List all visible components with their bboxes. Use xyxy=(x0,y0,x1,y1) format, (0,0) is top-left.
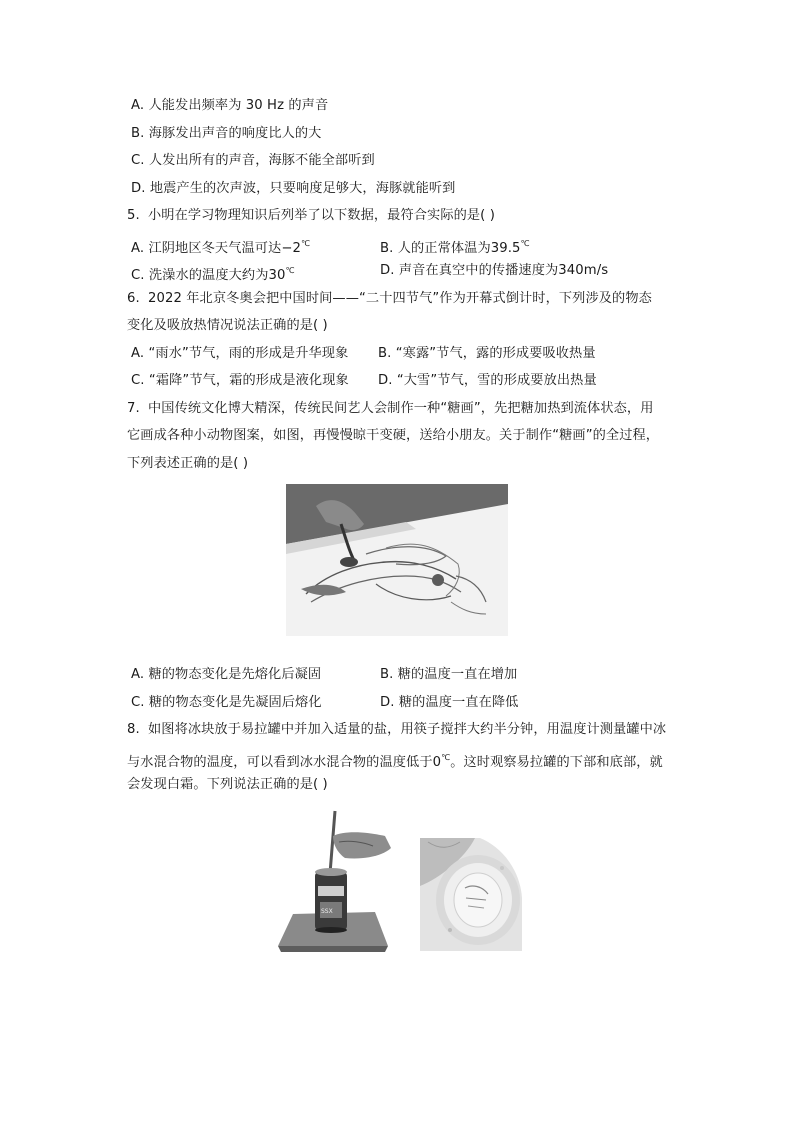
q8-stem-line3: 会发现白霜。下列说法正确的是( ) xyxy=(127,777,328,792)
q7-stem-line3: 下列表述正确的是( ) xyxy=(127,456,249,471)
q6-option-c: C. “霜降”节气，霜的形成是液化现象 xyxy=(131,373,349,388)
q7-number: 7. xyxy=(127,401,140,416)
q5-option-c: C. 洗澡水的温度大约为30℃ xyxy=(131,266,295,283)
q6-option-a: A. “雨水”节气，雨的形成是升华现象 xyxy=(131,346,349,361)
q6-option-b: B. “寒露”节气，露的形成要吸收热量 xyxy=(378,346,596,361)
q4-option-c: C. 人发出所有的声音，海豚不能全部听到 xyxy=(131,153,375,168)
q4-option-b: B. 海豚发出声音的响度比人的大 xyxy=(131,126,322,141)
q6-number: 6. xyxy=(127,291,140,306)
q5-option-a: A. 江阴地区冬天气温可达−2℃ xyxy=(131,239,311,256)
svg-text:SSX: SSX xyxy=(321,908,333,915)
q6-option-d: D. “大雪”节气，雪的形成要放出热量 xyxy=(378,373,597,388)
q8-stem-line1: 8. 如图将冰块放于易拉罐中并加入适量的盐，用筷子搅拌大约半分钟，用温度计测量罐中冰 xyxy=(127,722,667,737)
q5-number: 5. xyxy=(127,208,140,223)
frosted-can-bottom-illustration xyxy=(420,838,522,951)
q5-option-d: D. 声音在真空中的传播速度为340m/s xyxy=(380,263,609,278)
can-bottom-frost-photo xyxy=(420,838,522,951)
q6-stem-line2: 变化及吸放热情况说法正确的是( ) xyxy=(127,318,328,333)
q7-option-b: B. 糖的温度一直在增加 xyxy=(380,667,518,682)
sugar-painting-illustration xyxy=(286,484,508,636)
q5-stem: 5. 小明在学习物理知识后列举了以下数据，最符合实际的是( ) xyxy=(127,208,495,223)
q5-option-b: B. 人的正常体温为39.5℃ xyxy=(380,239,530,256)
q8-number: 8. xyxy=(127,722,140,737)
sugar-painting-photo xyxy=(286,484,508,636)
can-with-thermometer-illustration xyxy=(273,806,393,954)
q4-option-a: A. 人能发出频率为 30 Hz 的声音 xyxy=(131,98,329,113)
q8-stem-line2: 与水混合物的温度，可以看到冰水混合物的温度低于0℃。这时观察易拉罐的下部和底部，就 xyxy=(127,753,663,770)
can-stirring-photo xyxy=(273,806,393,954)
q4-option-d: D. 地震产生的次声波，只要响度足够大，海豚就能听到 xyxy=(131,181,456,196)
q7-stem-line1: 7. 中国传统文化博大精深，传统民间艺人会制作一种“糖画”，先把糖加热到流体状态，用 xyxy=(127,401,654,416)
q6-stem-line1: 6. 2022 年北京冬奥会把中国时间——“二十四节气”作为开幕式倒计时，下列涉及的物态 xyxy=(127,291,652,306)
q7-option-d: D. 糖的温度一直在降低 xyxy=(380,695,519,710)
q7-option-c: C. 糖的物态变化是先凝固后熔化 xyxy=(131,695,322,710)
q7-option-a: A. 糖的物态变化是先熔化后凝固 xyxy=(131,667,322,682)
q7-stem-line2: 它画成各种小动物图案，如图，再慢慢晾干变硬，送给小朋友。关于制作“糖画”的全过程， xyxy=(127,428,660,443)
